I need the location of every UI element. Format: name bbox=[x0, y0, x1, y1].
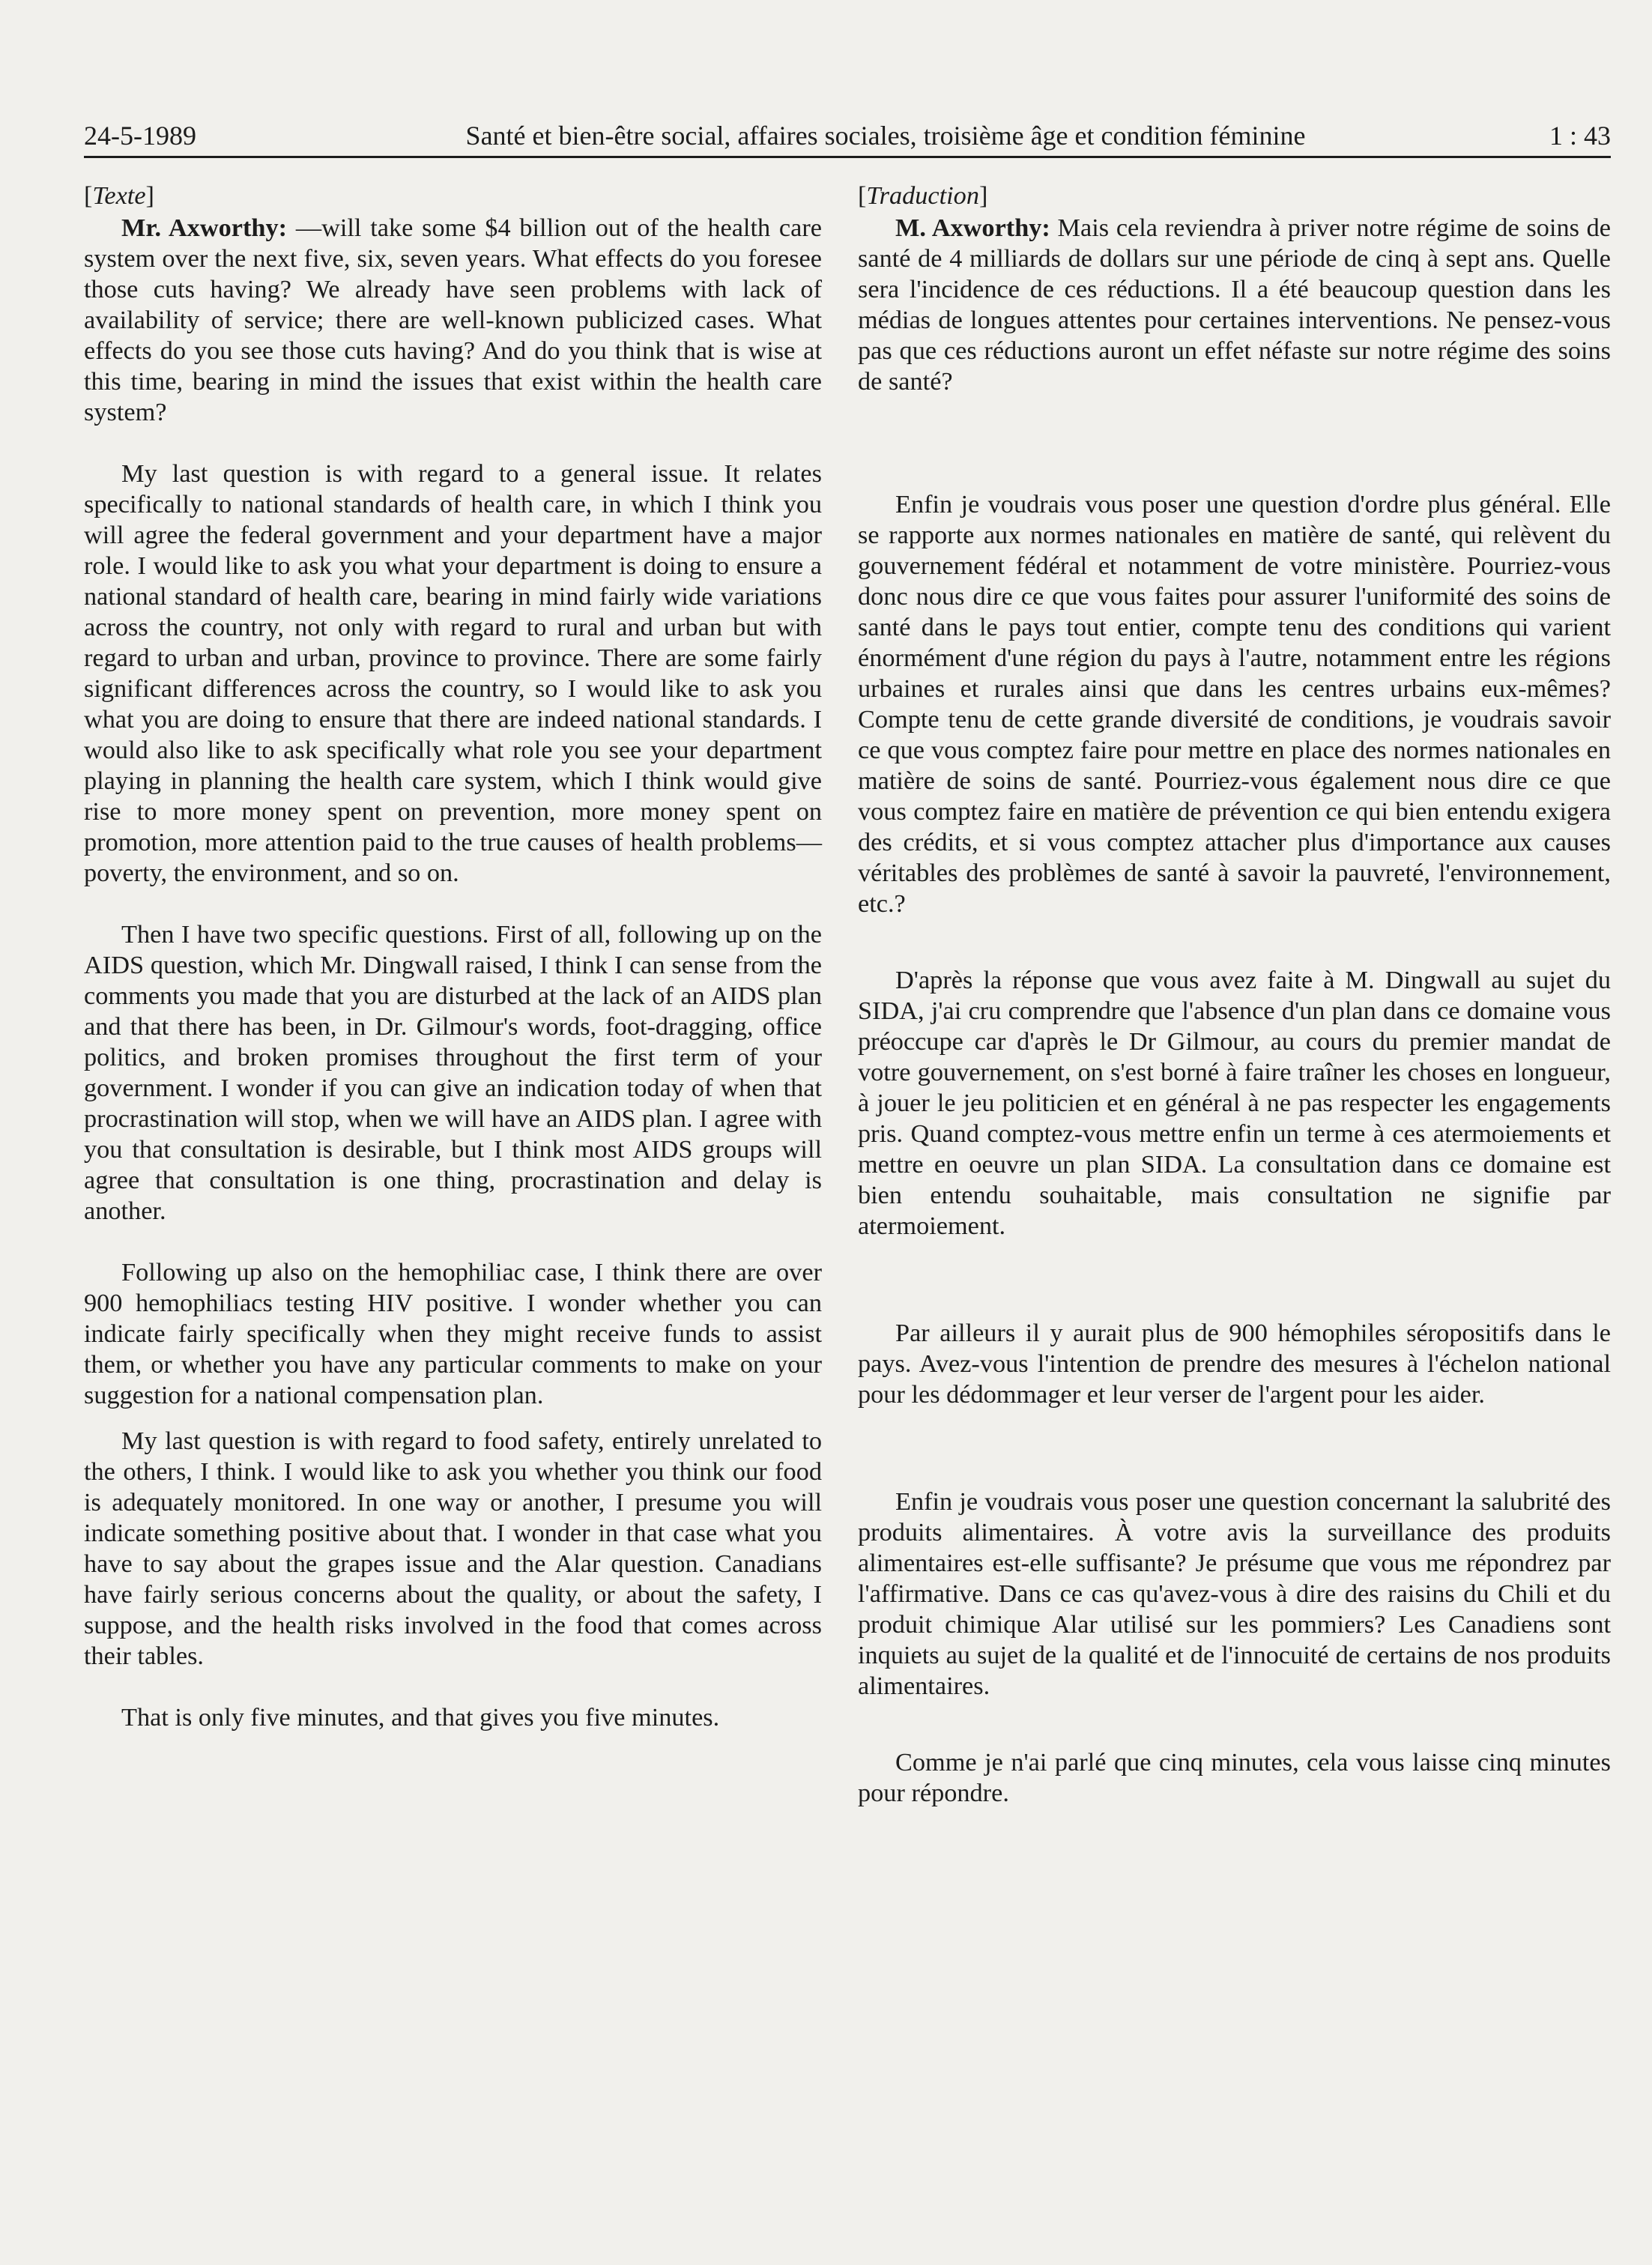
label-text: Texte bbox=[92, 181, 146, 210]
label-text: Traduction bbox=[866, 181, 979, 210]
section-label-text: [Texte] bbox=[84, 181, 154, 210]
english-column bbox=[84, 178, 822, 1733]
speaker-name: M. Axworthy: bbox=[895, 214, 1050, 242]
running-header bbox=[84, 118, 1611, 158]
paragraph-5: Enfin je voudrais vous poser une question concernant la salubrité des produits alimentaires. À votre avis la surveillance des produits alimentaires est-elle suffisante? Je présume que vous me répondrez par l'affirmative. Dans ce cas qu'avez-vous à dire des raisins du Chili et du produit chimique Alar utilisé sur les pommiers? Les Canadiens sont inquiets au sujet de la qualité et de l'innocuité de certains de nos produits alimentaires. bbox=[858, 1487, 1611, 1700]
french-column bbox=[858, 178, 1611, 1809]
paragraph-2: My last question is with regard to a general issue. It relates specifically to national standards of health care, in which I think you will agree the federal government and your department have a major role. I would like to ask you what your department is doing to ensure a national standard of health care, bearing in mind fairly wide variations across the country, not only with regard to rural and urban but with regard to urban and urban, province to province. There are some fairly significant differences across the country, so I would like to ask you what you are doing to ensure that there are indeed national standards. I would also like to ask specifically what role you see your department playing in planning the health care system, which I think would give rise to more money spent on prevention, more money spent on promotion, more attention paid to the true causes of health problems—poverty, the environment, and so on. bbox=[84, 459, 822, 887]
section-label-traduction: [Traduction] bbox=[858, 181, 988, 210]
paragraph-4: Following up also on the hemophiliac case, I think there are over 900 hemophiliacs testing HIV positive. I wonder whether you can indicate fairly specifically when they might receive funds to assist them, or whether you have any particular comments to make on your suggestion for a national compensation plan. bbox=[84, 1258, 822, 1409]
paragraph-2: Enfin je voudrais vous poser une question d'ordre plus général. Elle se rapporte aux normes nationales en matière de santé, qui relèvent du gouvernement fédéral et notamment de votre ministère. Pourriez-vous donc nous dire ce que vous faites pour assurer l'uniformité des soins de santé dans le pays tout entier, compte tenu des conditions qui varient énormément d'une région du pays à l'autre, notamment entre les régions urbaines et rurales ainsi que dans les centres urbains eux-mêmes? Compte tenu de cette grande diversité de conditions, je voudrais savoir ce que vous comptez faire pour mettre en place des normes nationales en matière de soins de santé. Pourriez-vous également nous dire ce que vous comptez faire en matière de prévention ce qui bien entendu exigera des crédits, et si vous comptez attacher plus d'importance aux causes véritables des problèmes de santé à savoir la pauvreté, l'environnement, etc.? bbox=[858, 490, 1611, 918]
paragraph-6: Comme je n'ai parlé que cinq minutes, cela vous laisse cinq minutes pour répondre. bbox=[858, 1748, 1611, 1807]
header-page-number: 1 : 43 bbox=[1549, 121, 1611, 151]
header-title: Santé et bien-être social, affaires sociales, troisième âge et condition féminine bbox=[465, 121, 1306, 151]
paragraph-text: —will take some $4 billion out of the health care system over the next five, six, seven years. What effects do you foresee those cuts having? We already have seen problems with lack of availability of service; there are well-known publicized cases. What effects do you see those cuts having? And do you think that is wise at this time, bearing in mind the issues that exist within the health care system? bbox=[84, 214, 822, 426]
speaker-name: Mr. Axworthy: bbox=[121, 214, 288, 242]
header-date: 24-5-1989 bbox=[84, 121, 196, 151]
paragraph-4: Par ailleurs il y aurait plus de 900 hémophiles séropositifs dans le pays. Avez-vous l'intention de prendre des mesures à l'échelon national pour les dédommager et leur verser de l'argent pour les aider. bbox=[858, 1319, 1611, 1409]
paragraph-5: My last question is with regard to food safety, entirely unrelated to the others, I think. I would like to ask you whether you think our food is adequately monitored. In one way or another, I presume you will indicate something positive about that. I wonder in that case what you have to say about the grapes issue and the Alar question. Canadians have fairly serious concerns about the quality, or about the safety, I suppose, and the health risks involved in the food that comes across their tables. bbox=[84, 1427, 822, 1670]
paragraph-1 bbox=[858, 213, 1611, 397]
paragraph-3: Then I have two specific questions. First of all, following up on the AIDS question, which Mr. Dingwall raised, I think I can sense from the comments you made that you are disturbed at the lack of an AIDS plan and that there has been, in Dr. Gilmour's words, foot-dragging, office politics, and broken promises throughout the first term of your government. I wonder if you can give an indication today of when that procrastination will stop, when we will have an AIDS plan. I agree with you that consultation is desirable, but I think most AIDS groups will agree that consultation is one thing, procrastination and delay is another. bbox=[84, 920, 822, 1225]
paragraph-1 bbox=[84, 213, 822, 428]
paragraph-3: D'après la réponse que vous avez faite à M. Dingwall au sujet du SIDA, j'ai cru comprendre que l'absence d'un plan dans ce domaine vous préoccupe car d'après le Dr Gilmour, au cours du premier mandat de votre gouvernement, on s'est borné à faire traîner les choses en longueur, à jouer le jeu politicien et en général à ne pas respecter les engagements pris. Quand comptez-vous mettre enfin un terme à ces atermoiements et mettre en oeuvre un plan SIDA. La consultation dans ce domaine est bien entendu souhaitable, mais consultation ne signifie par atermoiement. bbox=[858, 966, 1611, 1240]
paragraph-text: Mais cela reviendra à priver notre régime de soins de santé de 4 milliards de dollars sur une période de cinq à sept ans. Quelle sera l'incidence de ces réductions. Il a été beaucoup question dans les médias de longues attentes pour certaines interventions. Ne pensez-vous pas que ces réductions auront un effet néfaste sur notre régime des soins de santé? bbox=[858, 214, 1612, 396]
paragraph-6: That is only five minutes, and that gives you five minutes. bbox=[121, 1703, 720, 1732]
